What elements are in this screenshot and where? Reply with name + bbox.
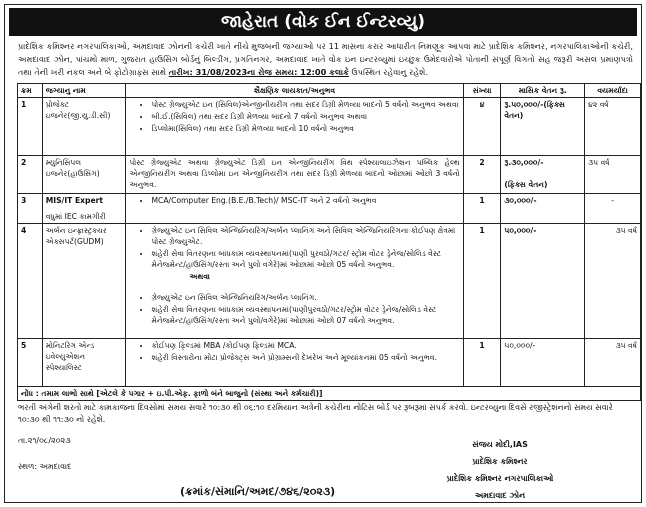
post-name: પ્રોજેક્ટ ઇજનેર(જી.યુ.ડી.સી) <box>42 98 126 156</box>
age-limit: ૪૨ વર્ષ <box>585 98 641 156</box>
age-limit: - <box>585 194 641 224</box>
ad-title: જાહેરાત (વોક ઈન ઈન્ટરવ્યુ) <box>9 8 637 36</box>
qualification-item: • MCA/Computer Eng.(B.E./B.Tech)/ MSC-IT અને 2 વર્ષનો અનુભવ <box>151 195 459 206</box>
issue-date: તા.૨૧/૦૮/૨૦૨૩ <box>18 436 71 445</box>
header-count: સંખ્યા <box>463 84 501 98</box>
serial: 5 <box>18 339 43 387</box>
age-limit: ૩૫ વર્ષ <box>585 156 641 194</box>
qualification-item: • પોસ્ટ ગ્રેજ્યુએટ ઇન (સિવિલ)એન્જીનીયરીંગ તથા સદર ડિગ્રી મેળવ્યા બાદનો 5 વર્ષનો અનુભવ અથવા <box>151 99 459 110</box>
table-row <box>18 98 641 156</box>
qualification <box>126 98 463 156</box>
qualification <box>126 339 463 387</box>
salary: રૂ.૫૦,૦૦૦/-(ફિક્સ વેતન) <box>501 98 585 156</box>
header-salary: માસિક વેતન રૂ. <box>501 84 585 98</box>
table-row <box>18 224 641 339</box>
intro-tail: ઉપસ્થિત રહેવાનુ રહેશે. <box>348 67 429 77</box>
post-name: મ્યુનિસિપલ ઇજનેર(હાઉસિંગ) <box>42 156 126 194</box>
post-name: મોનિટરિંગ એન્ડ ઇવેલ્યુએશન સ્પેશ્યાલિસ્ટ <box>42 339 126 387</box>
signatory-block <box>400 436 600 504</box>
qualification-item: • શહેરી સેવા વિતરણના બાંધકામ વ્યવસ્થાપનમાં(પાણીપુરવઠો/ગટર/સ્ટ્રોમ વોટર ડ્રેનેજ/સોલિડ વેસ્ટ મેનેજમેન્ટ/હાઉસિંગ/રસ્તા અને પુલો/વગેરે)માં ઓછામાં ઓછો 07 વર્ષનો અનુભવ. <box>151 304 459 326</box>
issue-place: સ્થળ: અમદાવાદ <box>18 462 72 471</box>
serial: 3 <box>18 194 43 224</box>
footer-instructions: ભરતી અંગેની શરતો માટે કામકાજના દિવસોમાં સમય સવારે ૧૦:૩૦ થી ૦૬:૧૦ દરમિયાન અત્રેની કચેરીના નોટિસ બોર્ડ પર રૂબરૂમાં સંપર્ક કરવો. ઇન્ટરવ્યુના દિવસે રજીસ્ટ્રેશનનો સમય સવારે ૧૦:૩૦ થી ૧૧:૩૦ નો રહેશે. <box>18 403 613 424</box>
count: 1 <box>463 339 501 387</box>
count: 1 <box>463 224 501 339</box>
salary: ૫૦,૦૦૦/- <box>501 339 585 387</box>
count: ૪ <box>463 98 501 156</box>
signatory-name: સંજય મોદી,IAS <box>472 440 528 449</box>
benefits-note: નોંધ : તમામ લાભો સાથે [એટલે કે પગાર + ઇ.પી.એફ. ફાળો બંને બાજુનો (સંસ્થા અને કર્મચારી)] <box>18 387 641 401</box>
salary: ૫૦,૦૦૦/- <box>501 224 585 339</box>
count: 1 <box>463 194 501 224</box>
table-note-row <box>18 387 641 401</box>
qualification-item: • શહેરી સેવા વિતરણના બાંધકામ વ્યવસ્થાપનમાં(પાણી પુરવઠો/ગટર/ સ્ટ્રોમ વોટર ડ્રેનેજ/સોલિડ વેસ્ટ મેનેજમેન્ટ/હાઉસિંગ/રસ્તા અને પુલો વગેરે)માં ઓછામાં ઓછો 05 વર્ષનો અનુભવ. <box>151 248 459 270</box>
or-label: અથવા <box>189 272 210 281</box>
serial: 2 <box>18 156 43 194</box>
interview-datetime: તારીખ: 31/08/2023ના રોજ સમય: 12:00 કલાકે <box>168 67 349 77</box>
qualification-item: • ડિપ્લોમા(સિવિલ) તથા સદર ડિગ્રી મેળવ્યા બાદનો 10 વર્ષનો અનુભવ <box>151 123 459 134</box>
age-limit: ૩૫ વર્ષ <box>585 339 641 387</box>
header-post: જગ્યાનુ નામ <box>42 84 126 98</box>
header-qualification: શૈક્ષણિક લાયકાત/અનુભવ <box>126 84 463 98</box>
salary: રૂ.૩૦,૦૦૦/- <box>504 158 544 167</box>
post-note: વધુમાં IEC કામગીરી <box>45 212 106 221</box>
salary-note: (ફિક્સ વેતન) <box>504 180 548 189</box>
salary: ૩૦,૦૦૦/- <box>501 194 585 224</box>
qualification-item: • ગ્રેજ્યુએટ ઇન સિવિલ એન્જિનિયરિંગ/અર્બન પ્લાનિંગ અને સિવિલ એન્જિનિયરિંગના કોઈપણ ક્ષેત્રમાં પોસ્ટ ગ્રેજ્યુએટ. <box>151 225 459 247</box>
qualification <box>126 224 463 339</box>
table-row <box>18 194 641 224</box>
qualification: પોસ્ટ ગ્રેજ્યુએટ અથવા ગ્રેજ્યુએટ ડિગ્રી ઇન એન્જીનિયરીંગ વિથ સ્પેશ્યાલાઇઝેશન પબ્લિક હેલ્થ એન્જીનિયરીંગ અથવા ડિપ્લોમા ઇન એન્જીનિયરીંગ તથા સદર ડિગ્રી મેળવ્યા બાદનો ઓછામાં ઓછો 3 વર્ષનો અનુભવ. <box>126 156 463 194</box>
intro-text: પ્રાદેશિક કમિશ્નર નગરપાલિકાઓ, અમદાવાદ ઝોનની કચેરી ખાતે નીચે મુજબની જગ્યાઓ પર 11 માસના કરાર આધારીત નિમણૂક આપવા માટે પ્રાદેશિક કમિશ્નર, નગરપાલિકાઓની કચેરી, અમદાવાદ ઝોન, પાંચમો માળ, ગુજરાત હાઉસિંગ બોર્ડનું બિલ્ડીંગ, પ્રગતિનગર, અમદાવાદ ખાતે વોક ઇન ઇન્ટરવ્યુમાં ઇચ્છુક ઉમેદવારોએ પોતાની સંપૂર્ણ વિગતો સહ જરૂરી અસલ પ્રમાણપત્રો તથા તેની ખરી નકલ અને બે ફોટોગ્રાફ્સ સાથે <box>18 41 633 77</box>
signatory-office: પ્રાદેશિક કમિશ્નર નગરપાલિકાઓ <box>446 474 554 483</box>
header-serial: ક્રમ <box>18 84 43 98</box>
header-age: વયમર્યાદા <box>585 84 641 98</box>
signatory-zone: અમદાવાદ ઝોન <box>474 491 526 500</box>
table-row <box>18 339 641 387</box>
count: 2 <box>463 156 501 194</box>
vacancy-table <box>17 83 641 401</box>
signatory-title: પ્રાદેશિક કમિશ્નર <box>472 457 528 466</box>
qualification-item: • કોઈપણ ફિલ્ડમાં MBA /કોઈપણ ફિલ્ડમાં MCA. <box>151 340 459 351</box>
age-limit: ૩૫ વર્ષ <box>585 224 641 339</box>
post-name: MIS/IT Expert <box>45 196 104 205</box>
qualification-item: • શહેરી વિસ્તારોના મોટા પ્રોજેક્ટ્સ અને પ્રોગ્રામ્સની દેખરેખ અને મૂલ્યાંકનમાં 05 વર્ષનો અનુભવ. <box>151 352 459 363</box>
serial: 4 <box>18 224 43 339</box>
reference-number: (ક્રમાંક/સંમાનિ/અમદ/૭૪૬/૨૦૨૩) <box>180 485 336 498</box>
qualification <box>126 194 463 224</box>
intro-paragraph <box>18 40 633 79</box>
serial: 1 <box>18 98 43 156</box>
post-name: અર્બન ઇન્ફ્રાસ્ટ્રક્ચર એક્સપર્ટ(GUDM) <box>42 224 126 339</box>
table-header <box>18 84 641 98</box>
qualification-item: • ગ્રેજ્યુએટ ઇન સિવિલ એન્જિનિયરિંગ/અર્બન પ્લાનિંગ. <box>151 292 459 303</box>
table-row <box>18 156 641 194</box>
qualification-item: • બી.ઈ.(સિવિલ) તથા સદર ડિગ્રી મેળવ્યા બાદનો 7 વર્ષનો અનુભવ અથવા <box>151 111 459 122</box>
